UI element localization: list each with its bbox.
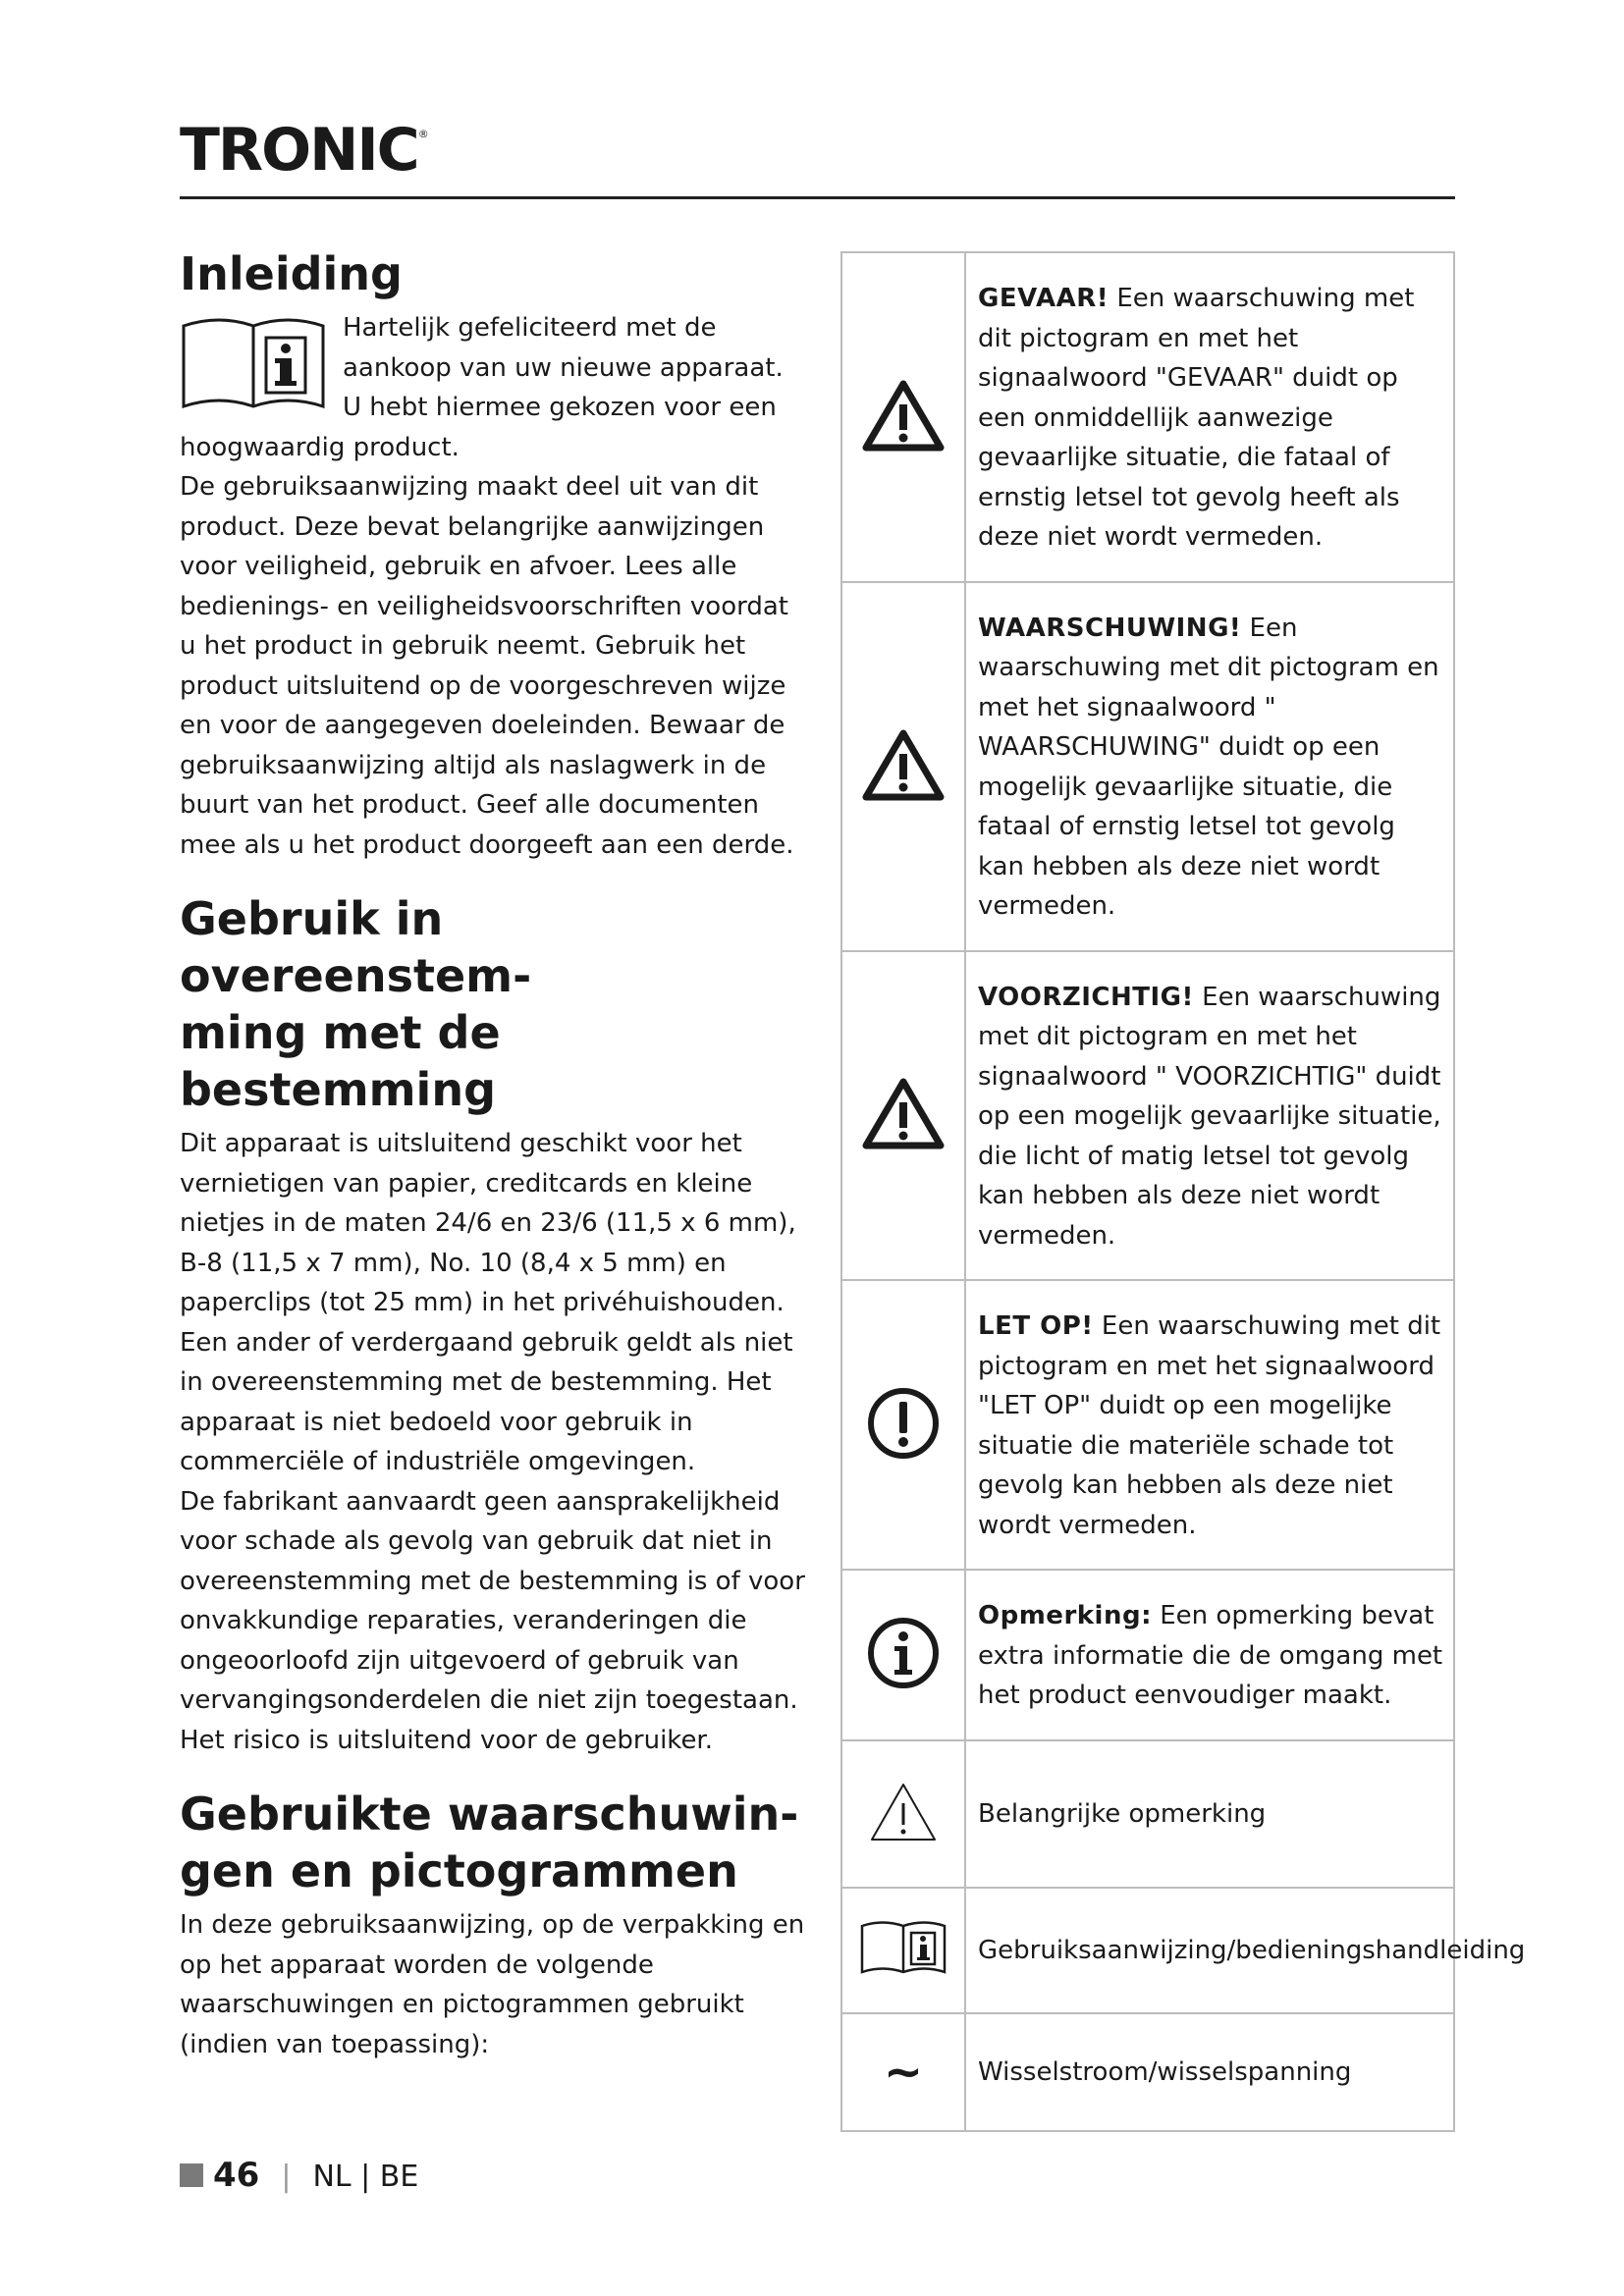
warning-keyword: Opmerking: bbox=[978, 1601, 1152, 1630]
warning-keyword: VOORZICHTIG! bbox=[978, 982, 1194, 1012]
section-heading-inleiding: Inleiding bbox=[180, 247, 403, 300]
warning-triangle-bold-icon bbox=[862, 728, 945, 801]
warning-text: Gebruiksaanwijzing/bedieningshandleiding bbox=[965, 1888, 1454, 2013]
warning-keyword: WAARSCHUWING! bbox=[978, 613, 1242, 643]
section-heading-intended-use: Gebruik in overeenstem- ming met de bestemming bbox=[180, 892, 532, 1116]
page-footer bbox=[180, 2156, 418, 2195]
warning-triangle-bold-icon bbox=[862, 1077, 945, 1149]
warning-text: Een opmerking bevat extra informatie die de omgang met het product eenvoudiger maakt. bbox=[978, 1601, 1443, 1710]
intended-use-section bbox=[180, 890, 808, 1760]
section-heading-warnings: Gebruikte waarschuwin- gen en pictogrammen bbox=[180, 1788, 799, 1897]
info-circle-icon bbox=[866, 1616, 941, 1690]
language-label: NL | BE bbox=[312, 2160, 419, 2194]
exclamation-circle-icon bbox=[866, 1386, 941, 1461]
intended-use-paragraph-2: De fabrikant aanvaardt geen aansprakelijkheid voor schade als gevolg van gebruik dat niet in overeenstemming met de bestemming is of voor onvakkundige reparaties, veranderingen die ongeoorloofd zijn uitgevoerd of gebruik van vervangingsonderdelen die niet zijn toegestaan. Het risico is uitsluitend voor de gebruiker. bbox=[180, 1486, 805, 1755]
intro-paragraph-2: De gebruiksaanwijzing maakt deel uit van dit product. Deze bevat belangrijke aanwijzingen voor veiligheid, gebruik en afvoer. Lees alle bedienings- en veiligheidsvoorschriften voordat u het product in gebruik neemt. Gebruik het product uitsluitend op de voorgeschreven wijze en voor de aangegeven doeleinden. Bewaar de gebruiksaanwijzing altijd als naslagwerk in de buurt van het product. Geef alle documenten mee als u het product doorgeeft aan een derde. bbox=[180, 472, 794, 860]
table-row bbox=[841, 1740, 1454, 1888]
warning-triangle-bold-icon bbox=[862, 379, 945, 452]
warning-keyword: LET OP! bbox=[978, 1311, 1094, 1341]
warnings-table bbox=[840, 251, 1526, 2132]
table-row bbox=[841, 1280, 1454, 1570]
footer-divider: | bbox=[281, 2160, 292, 2194]
warning-text: Een waarschuwing met dit pictogram en met het signaalwoord " WAARSCHUWING" duidt op een mogelijk gevaarlijke situatie, die fataal of ernstig letsel tot gevolg kan hebben als deze niet wordt vermeden. bbox=[978, 613, 1439, 921]
warning-keyword: GEVAAR! bbox=[978, 284, 1110, 313]
warnings-paragraph: In deze gebruiksaanwijzing, op de verpakking en op het apparaat worden de volgende waarschuwingen en pictogrammen gebruikt (indien van toepassing): bbox=[180, 1910, 805, 2059]
page-number: 46 bbox=[213, 2156, 260, 2195]
warning-text: Een waarschuwing met dit pictogram en met het signaalwoord "GEVAAR" duidt op een onmiddellijk aanwezige gevaarlijke situatie, die fataal of ernstig letsel tot gevolg heeft als deze niet wordt vermeden. bbox=[978, 284, 1415, 552]
brand-logo: TRONIC® bbox=[180, 116, 429, 185]
table-row bbox=[841, 2013, 1454, 2131]
warning-text: Wisselstroom/wisselspanning bbox=[965, 2013, 1454, 2131]
header-divider bbox=[180, 196, 1455, 199]
intro-paragraph-1: Hartelijk gefeliciteerd met de aankoop van uw nieuwe apparaat. U hebt hiermee gekozen voor een hoogwaardig product. bbox=[180, 313, 784, 462]
warning-text: Belangrijke opmerking bbox=[965, 1740, 1454, 1888]
warnings-section bbox=[180, 1786, 808, 2064]
table-row bbox=[841, 582, 1454, 951]
manual-book-icon bbox=[180, 312, 327, 420]
alternating-current-icon: ~ bbox=[883, 2044, 924, 2100]
manual-book-icon bbox=[859, 1918, 947, 1979]
table-row bbox=[841, 1888, 1454, 2013]
table-row bbox=[841, 951, 1454, 1281]
warning-text: Een waarschuwing met dit pictogram en met het signaalwoord "LET OP" duidt op een mogelijke situatie die materiële schade tot gevolg kan hebben als deze niet wordt vermeden. bbox=[978, 1311, 1441, 1540]
table-row bbox=[841, 252, 1454, 582]
table-row bbox=[841, 1570, 1454, 1740]
warning-text: Een waarschuwing met dit pictogram en met het signaalwoord " VOORZICHTIG" duidt op een mogelijk gevaarlijke situatie, die licht of matig letsel tot gevolg kan hebben als deze niet wordt vermeden. bbox=[978, 982, 1441, 1251]
intended-use-paragraph-1: Dit apparaat is uitsluitend geschikt voor het vernietigen van papier, creditcards en kleine nietjes in de maten 24/6 en 23/6 (11,5 x 6 mm), B-8 (11,5 x 7 mm), No. 10 (8,4 x 5 mm) en paperclips (tot 25 mm) in het privéhuishouden. Een ander of verdergaand gebruik geldt als niet in overeenstemming met de bestemming. Het apparaat is niet bedoeld voor gebruik in commerciële of industriële omgevingen. bbox=[180, 1129, 796, 1476]
warning-triangle-thin-icon bbox=[869, 1782, 938, 1842]
intro-block bbox=[180, 308, 808, 865]
left-column bbox=[180, 236, 808, 2064]
footer-square-marker bbox=[180, 2163, 203, 2187]
